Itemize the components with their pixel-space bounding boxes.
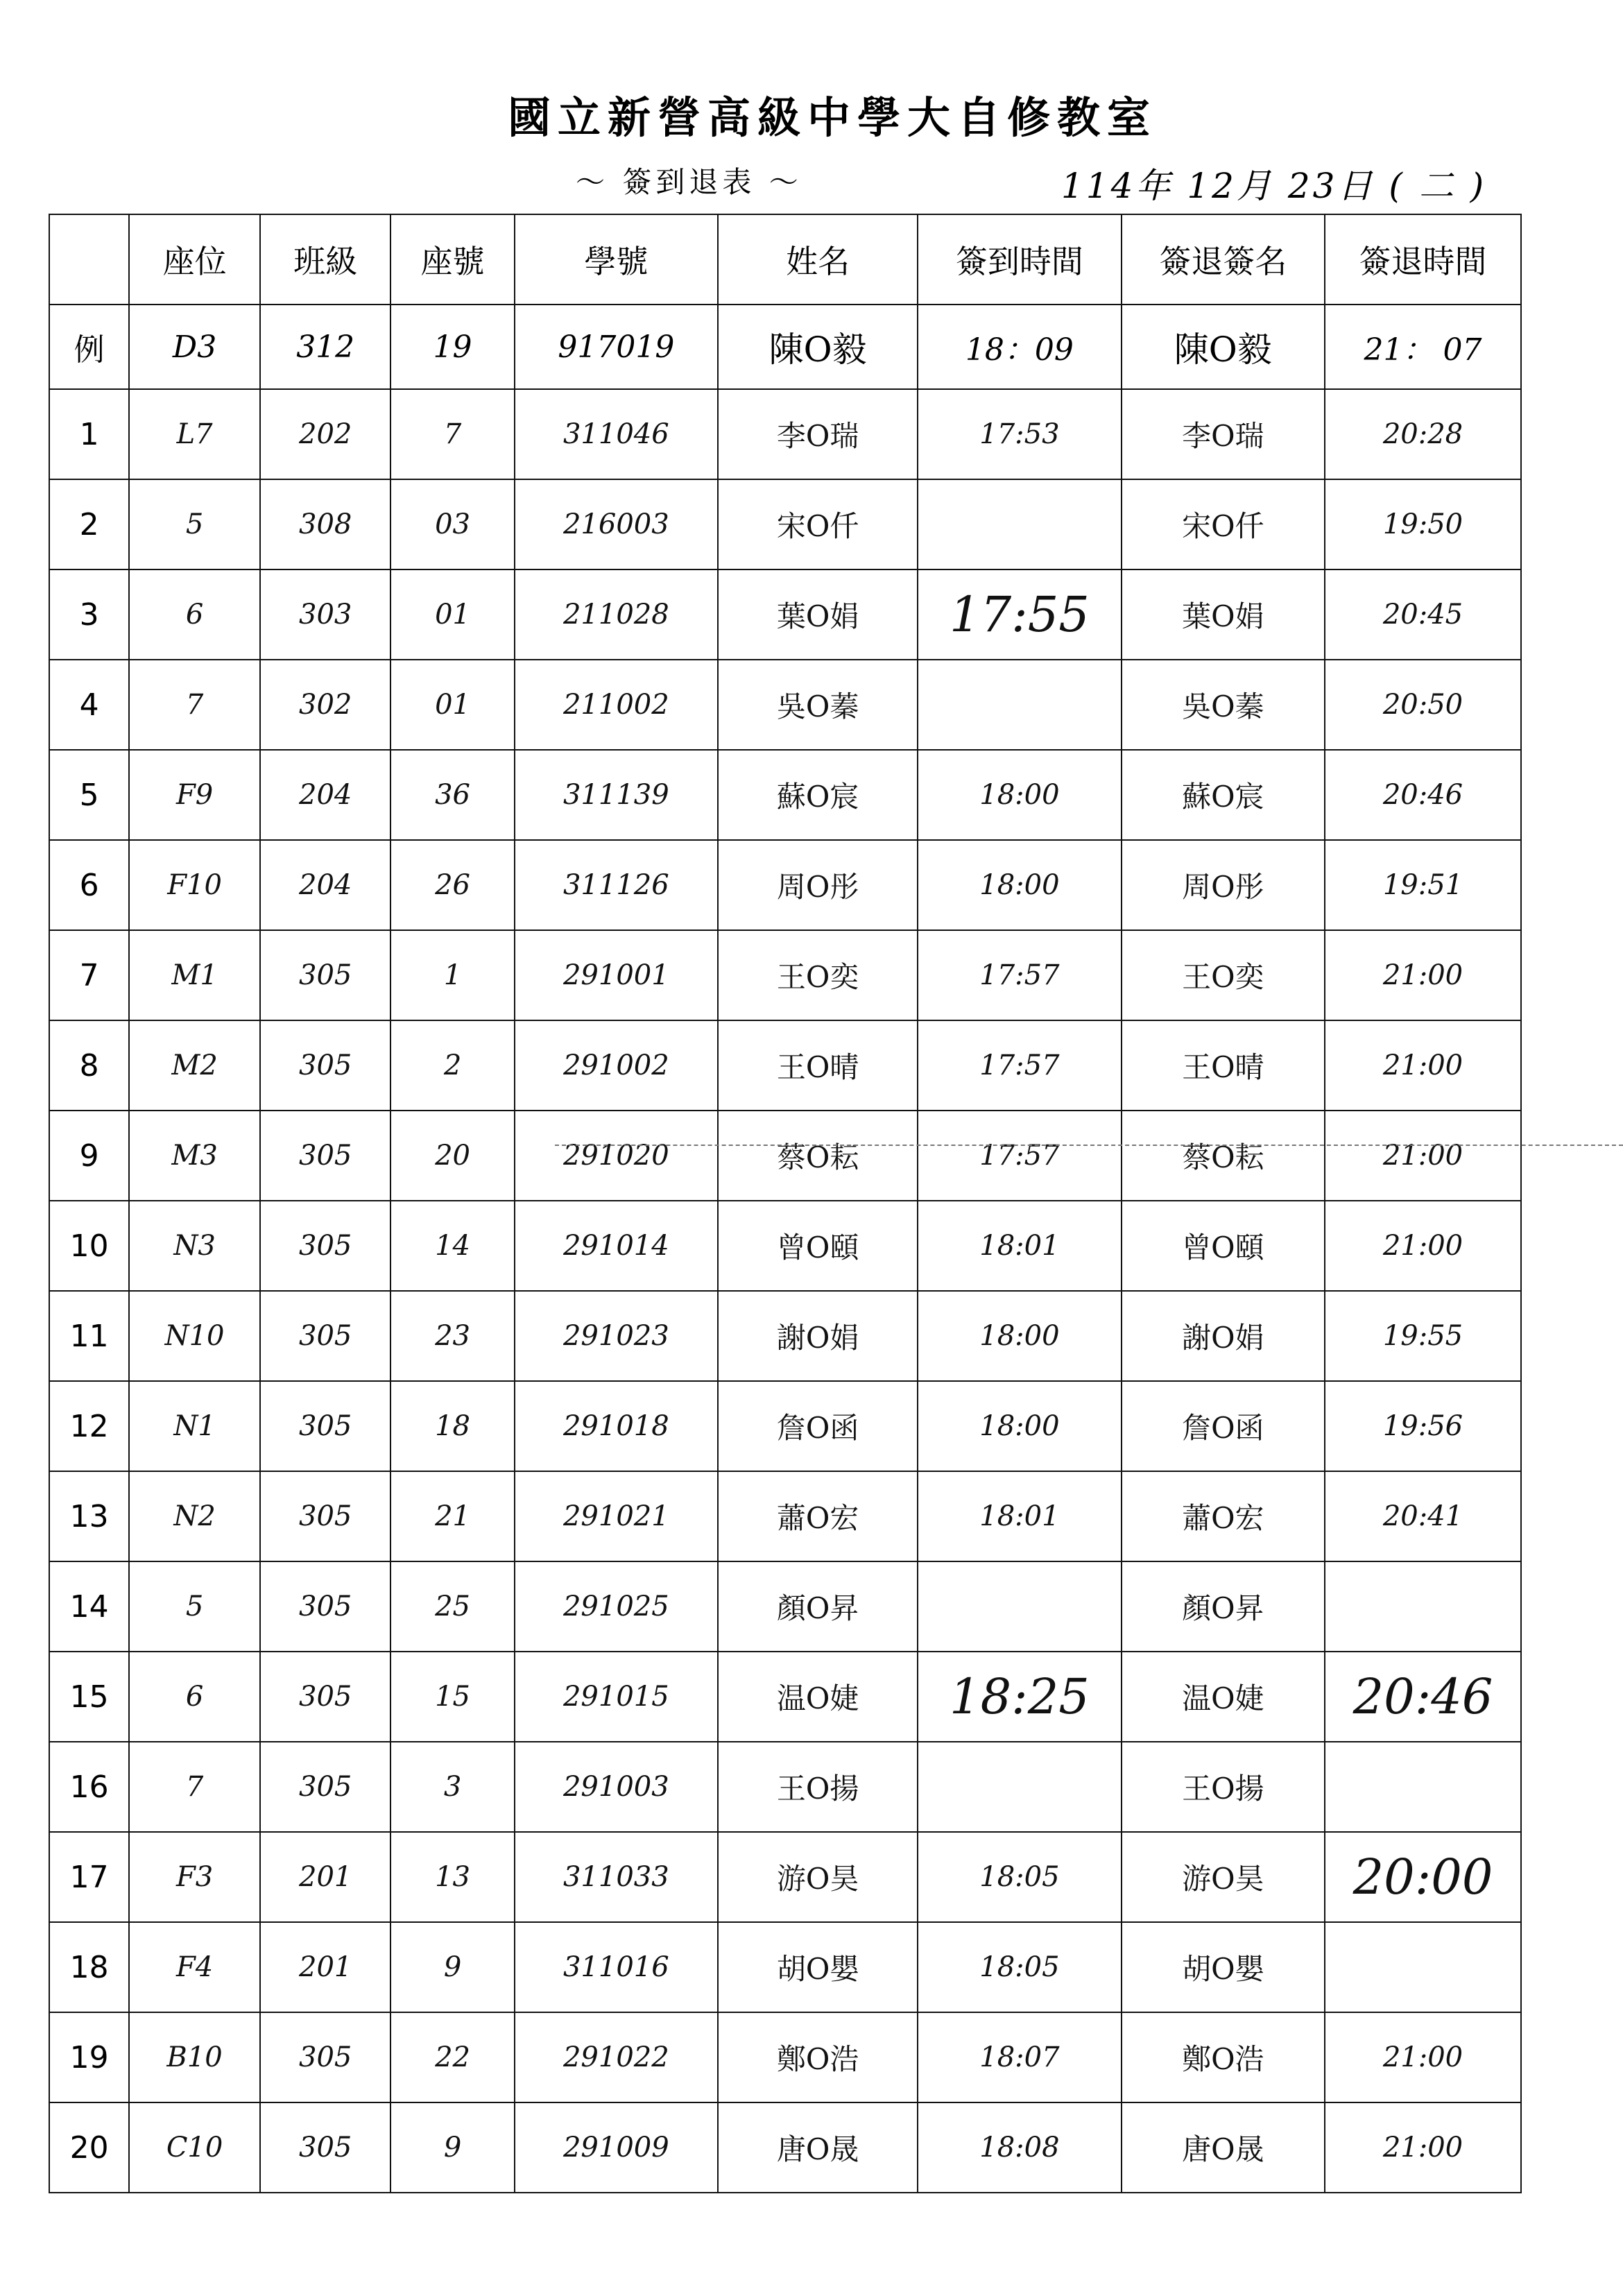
seat-no-cell: 9 xyxy=(390,2102,514,2193)
seat-cell: M2 xyxy=(129,1020,260,1111)
seat-no-cell: 25 xyxy=(390,1561,514,1652)
sign-out-signature-cell: 李O瑞 xyxy=(1122,389,1325,479)
sign-in-time-cell xyxy=(918,479,1121,569)
name-cell: 王O晴 xyxy=(718,1020,918,1111)
student-id-cell: 311033 xyxy=(515,1832,718,1922)
name-cell: 宋O仟 xyxy=(718,479,918,569)
table-row xyxy=(49,1201,1521,1291)
sign-out-time-cell xyxy=(1325,1742,1521,1832)
sign-out-signature-cell: 王O晴 xyxy=(1122,1020,1325,1111)
name-cell: 周O彤 xyxy=(718,840,918,930)
student-id-cell: 311126 xyxy=(515,840,718,930)
seat-cell: 7 xyxy=(129,660,260,750)
seat-cell: F3 xyxy=(129,1832,260,1922)
seat-no-cell: 26 xyxy=(390,840,514,930)
seat-no-cell: 36 xyxy=(390,750,514,840)
seat-no-cell: 18 xyxy=(390,1381,514,1471)
sign-out-time-cell: 21:00 xyxy=(1325,1111,1521,1201)
sign-out-time-cell: 21:00 xyxy=(1325,2102,1521,2193)
seat-cell: 5 xyxy=(129,1561,260,1652)
student-id-cell: 311139 xyxy=(515,750,718,840)
class-cell: 305 xyxy=(260,930,391,1020)
sign-out-time-cell: 21:00 xyxy=(1325,1201,1521,1291)
student-id-cell: 291022 xyxy=(515,2012,718,2102)
name-cell: 吳O蓁 xyxy=(718,660,918,750)
page-title: 國立新營高級中學大自修教室 xyxy=(507,92,1157,143)
seat-no-cell: 9 xyxy=(390,1922,514,2012)
class-cell: 305 xyxy=(260,1561,391,1652)
sign-out-signature-cell: 宋O仟 xyxy=(1122,479,1325,569)
example-class: 312 xyxy=(260,305,391,389)
name-cell: 王O奕 xyxy=(718,930,918,1020)
student-id-cell: 291001 xyxy=(515,930,718,1020)
seat-no-cell: 1 xyxy=(390,930,514,1020)
sign-in-time-cell: 18:05 xyxy=(918,1922,1121,2012)
sign-out-signature-cell: 吳O蓁 xyxy=(1122,660,1325,750)
class-cell: 305 xyxy=(260,2102,391,2193)
seat-no-cell: 03 xyxy=(390,479,514,569)
sign-in-time-cell: 17:57 xyxy=(918,1111,1121,1201)
sign-out-signature-cell: 王O奕 xyxy=(1122,930,1325,1020)
table-row xyxy=(49,1111,1521,1201)
table-row xyxy=(49,569,1521,660)
sign-out-time-cell: 19:51 xyxy=(1325,840,1521,930)
class-cell: 201 xyxy=(260,1832,391,1922)
class-cell: 305 xyxy=(260,1201,391,1291)
row-number: 12 xyxy=(49,1381,129,1471)
seat-cell: N3 xyxy=(129,1201,260,1291)
example-student-id: 917019 xyxy=(515,305,718,389)
seat-no-cell: 14 xyxy=(390,1201,514,1291)
class-cell: 202 xyxy=(260,389,391,479)
class-cell: 303 xyxy=(260,569,391,660)
sign-in-out-table xyxy=(49,214,1522,2193)
col-header-seat-no: 座號 xyxy=(390,214,514,305)
sign-out-signature-cell: 鄭O浩 xyxy=(1122,2012,1325,2102)
seat-no-cell: 13 xyxy=(390,1832,514,1922)
example-sign-in-time: 18：09 xyxy=(918,305,1121,389)
col-header-index xyxy=(49,214,129,305)
student-id-cell: 291003 xyxy=(515,1742,718,1832)
table-row xyxy=(49,1832,1521,1922)
name-cell: 唐O晟 xyxy=(718,2102,918,2193)
sign-in-time-cell: 18:00 xyxy=(918,750,1121,840)
sign-out-time-cell: 21:00 xyxy=(1325,1020,1521,1111)
sign-in-time-cell: 18:25 xyxy=(918,1652,1121,1742)
name-cell: 蘇O宸 xyxy=(718,750,918,840)
table-row xyxy=(49,1471,1521,1561)
row-number: 10 xyxy=(49,1201,129,1291)
row-number: 6 xyxy=(49,840,129,930)
sign-in-time-cell: 17:57 xyxy=(918,930,1121,1020)
table-row xyxy=(49,2012,1521,2102)
col-header-student-id: 學號 xyxy=(515,214,718,305)
name-cell: 蔡O耘 xyxy=(718,1111,918,1201)
row-number: 3 xyxy=(49,569,129,660)
table-row xyxy=(49,1922,1521,2012)
sign-out-time-cell: 20:45 xyxy=(1325,569,1521,660)
seat-cell: F10 xyxy=(129,840,260,930)
example-label: 例 xyxy=(49,305,129,389)
class-cell: 305 xyxy=(260,1291,391,1381)
seat-cell: L7 xyxy=(129,389,260,479)
col-header-sign-in-time: 簽到時間 xyxy=(918,214,1121,305)
student-id-cell: 291025 xyxy=(515,1561,718,1652)
row-number: 7 xyxy=(49,930,129,1020)
seat-no-cell: 01 xyxy=(390,569,514,660)
name-cell: 蕭O宏 xyxy=(718,1471,918,1561)
sign-out-time-cell: 21:00 xyxy=(1325,930,1521,1020)
seat-no-cell: 22 xyxy=(390,2012,514,2102)
table-row xyxy=(49,1381,1521,1471)
example-seat: D3 xyxy=(129,305,260,389)
table-row xyxy=(49,389,1521,479)
example-sign-out-time: 21： 07 xyxy=(1325,305,1521,389)
seat-cell: 6 xyxy=(129,569,260,660)
table-row xyxy=(49,1020,1521,1111)
seat-cell: 5 xyxy=(129,479,260,569)
name-cell: 顏O昇 xyxy=(718,1561,918,1652)
sign-out-time-cell: 19:56 xyxy=(1325,1381,1521,1471)
row-number: 4 xyxy=(49,660,129,750)
seat-cell: 7 xyxy=(129,1742,260,1832)
sign-out-signature-cell: 曾O頤 xyxy=(1122,1201,1325,1291)
sign-out-signature-cell: 王O揚 xyxy=(1122,1742,1325,1832)
form-date: 114年 12月 23日 ( 二 ) xyxy=(1061,166,1487,206)
seat-no-cell: 7 xyxy=(390,389,514,479)
seat-cell: 6 xyxy=(129,1652,260,1742)
student-id-cell: 311016 xyxy=(515,1922,718,2012)
class-cell: 305 xyxy=(260,2012,391,2102)
student-id-cell: 291021 xyxy=(515,1471,718,1561)
seat-no-cell: 2 xyxy=(390,1020,514,1111)
class-cell: 305 xyxy=(260,1471,391,1561)
sign-out-time-cell: 20:50 xyxy=(1325,660,1521,750)
seat-no-cell: 3 xyxy=(390,1742,514,1832)
sign-out-time-cell: 20:46 xyxy=(1325,1652,1521,1742)
name-cell: 王O揚 xyxy=(718,1742,918,1832)
row-number: 1 xyxy=(49,389,129,479)
sign-in-time-cell: 18:08 xyxy=(918,2102,1121,2193)
student-id-cell: 291014 xyxy=(515,1201,718,1291)
header-row xyxy=(49,214,1521,305)
seat-cell: F4 xyxy=(129,1922,260,2012)
row-number: 5 xyxy=(49,750,129,840)
seat-cell: N2 xyxy=(129,1471,260,1561)
seat-cell: C10 xyxy=(129,2102,260,2193)
name-cell: 曾O頤 xyxy=(718,1201,918,1291)
example-row xyxy=(49,305,1521,389)
sign-in-time-cell: 18:00 xyxy=(918,1291,1121,1381)
row-number: 13 xyxy=(49,1471,129,1561)
table-row xyxy=(49,930,1521,1020)
class-cell: 204 xyxy=(260,750,391,840)
class-cell: 201 xyxy=(260,1922,391,2012)
row-number: 16 xyxy=(49,1742,129,1832)
sign-out-signature-cell: 蕭O宏 xyxy=(1122,1471,1325,1561)
row-number: 18 xyxy=(49,1922,129,2012)
class-cell: 305 xyxy=(260,1111,391,1201)
class-cell: 305 xyxy=(260,1652,391,1742)
student-id-cell: 291015 xyxy=(515,1652,718,1742)
sign-in-time-cell: 18:01 xyxy=(918,1201,1121,1291)
sign-out-signature-cell: 蔡O耘 xyxy=(1122,1111,1325,1201)
seat-no-cell: 15 xyxy=(390,1652,514,1742)
seat-cell: M3 xyxy=(129,1111,260,1201)
seat-no-cell: 23 xyxy=(390,1291,514,1381)
name-cell: 李O瑞 xyxy=(718,389,918,479)
sign-out-time-cell: 20:46 xyxy=(1325,750,1521,840)
example-name: 陳O毅 xyxy=(718,305,918,389)
example-sign-out-signature: 陳O毅 xyxy=(1122,305,1325,389)
table-row xyxy=(49,1561,1521,1652)
sign-in-time-cell xyxy=(918,1561,1121,1652)
seat-cell: N1 xyxy=(129,1381,260,1471)
name-cell: 胡O嬰 xyxy=(718,1922,918,2012)
sign-out-time-cell: 21:00 xyxy=(1325,2012,1521,2102)
sign-out-signature-cell: 周O彤 xyxy=(1122,840,1325,930)
name-cell: 謝O娟 xyxy=(718,1291,918,1381)
sign-out-time-cell xyxy=(1325,1561,1521,1652)
student-id-cell: 291020 xyxy=(515,1111,718,1201)
table-row xyxy=(49,479,1521,569)
example-seat-no: 19 xyxy=(390,305,514,389)
sign-out-time-cell xyxy=(1325,1922,1521,2012)
sign-in-time-cell: 18:00 xyxy=(918,1381,1121,1471)
row-number: 19 xyxy=(49,2012,129,2102)
sign-out-signature-cell: 游O昊 xyxy=(1122,1832,1325,1922)
row-number: 2 xyxy=(49,479,129,569)
sign-out-signature-cell: 胡O嬰 xyxy=(1122,1922,1325,2012)
table-row xyxy=(49,1742,1521,1832)
name-cell: 葉O娟 xyxy=(718,569,918,660)
sign-in-time-cell: 18:07 xyxy=(918,2012,1121,2102)
sign-in-time-cell xyxy=(918,660,1121,750)
sign-in-time-cell: 18:00 xyxy=(918,840,1121,930)
sign-in-time-cell: 18:05 xyxy=(918,1832,1121,1922)
row-number: 14 xyxy=(49,1561,129,1652)
sign-out-signature-cell: 詹O函 xyxy=(1122,1381,1325,1471)
sign-in-time-cell xyxy=(918,1742,1121,1832)
student-id-cell: 216003 xyxy=(515,479,718,569)
student-id-cell: 291018 xyxy=(515,1381,718,1471)
sign-out-signature-cell: 謝O娟 xyxy=(1122,1291,1325,1381)
class-cell: 308 xyxy=(260,479,391,569)
sign-in-time-cell: 18:01 xyxy=(918,1471,1121,1561)
class-cell: 305 xyxy=(260,1020,391,1111)
name-cell: 詹O函 xyxy=(718,1381,918,1471)
name-cell: 鄭O浩 xyxy=(718,2012,918,2102)
seat-no-cell: 21 xyxy=(390,1471,514,1561)
row-number: 15 xyxy=(49,1652,129,1742)
col-header-name: 姓名 xyxy=(718,214,918,305)
sign-out-time-cell: 20:00 xyxy=(1325,1832,1521,1922)
row-number: 11 xyxy=(49,1291,129,1381)
table-row xyxy=(49,1291,1521,1381)
col-header-seat: 座位 xyxy=(129,214,260,305)
class-cell: 302 xyxy=(260,660,391,750)
seat-no-cell: 20 xyxy=(390,1111,514,1201)
sign-out-time-cell: 19:50 xyxy=(1325,479,1521,569)
student-id-cell: 311046 xyxy=(515,389,718,479)
col-header-class: 班級 xyxy=(260,214,391,305)
sign-out-signature-cell: 葉O娟 xyxy=(1122,569,1325,660)
table-row xyxy=(49,660,1521,750)
table-row xyxy=(49,750,1521,840)
student-id-cell: 291009 xyxy=(515,2102,718,2193)
sign-in-time-cell: 17:55 xyxy=(918,569,1121,660)
sign-out-time-cell: 20:41 xyxy=(1325,1471,1521,1561)
seat-cell: B10 xyxy=(129,2012,260,2102)
class-cell: 305 xyxy=(260,1742,391,1832)
seat-cell: F9 xyxy=(129,750,260,840)
sign-in-time-cell: 17:57 xyxy=(918,1020,1121,1111)
student-id-cell: 211002 xyxy=(515,660,718,750)
sign-in-time-cell: 17:53 xyxy=(918,389,1121,479)
seat-no-cell: 01 xyxy=(390,660,514,750)
sign-out-signature-cell: 顏O昇 xyxy=(1122,1561,1325,1652)
table-row xyxy=(49,1652,1521,1742)
table-row xyxy=(49,840,1521,930)
sign-out-signature-cell: 蘇O宸 xyxy=(1122,750,1325,840)
name-cell: 游O昊 xyxy=(718,1832,918,1922)
row-number: 8 xyxy=(49,1020,129,1111)
name-cell: 温O婕 xyxy=(718,1652,918,1742)
class-cell: 305 xyxy=(260,1381,391,1471)
student-id-cell: 291023 xyxy=(515,1291,718,1381)
sign-out-time-cell: 19:55 xyxy=(1325,1291,1521,1381)
row-number: 17 xyxy=(49,1832,129,1922)
table-row xyxy=(49,2102,1521,2193)
sign-out-time-cell: 20:28 xyxy=(1325,389,1521,479)
student-id-cell: 211028 xyxy=(515,569,718,660)
sign-out-signature-cell: 温O婕 xyxy=(1122,1652,1325,1742)
col-header-sign-out-signature: 簽退簽名 xyxy=(1122,214,1325,305)
row-number: 9 xyxy=(49,1111,129,1201)
row-number: 20 xyxy=(49,2102,129,2193)
col-header-sign-out-time: 簽退時間 xyxy=(1325,214,1521,305)
sign-out-signature-cell: 唐O晟 xyxy=(1122,2102,1325,2193)
seat-cell: N10 xyxy=(129,1291,260,1381)
form-subtitle: ～ 簽到退表 ～ xyxy=(576,165,802,199)
student-id-cell: 291002 xyxy=(515,1020,718,1111)
class-cell: 204 xyxy=(260,840,391,930)
stray-dotted-line xyxy=(555,1145,1623,1146)
seat-cell: M1 xyxy=(129,930,260,1020)
